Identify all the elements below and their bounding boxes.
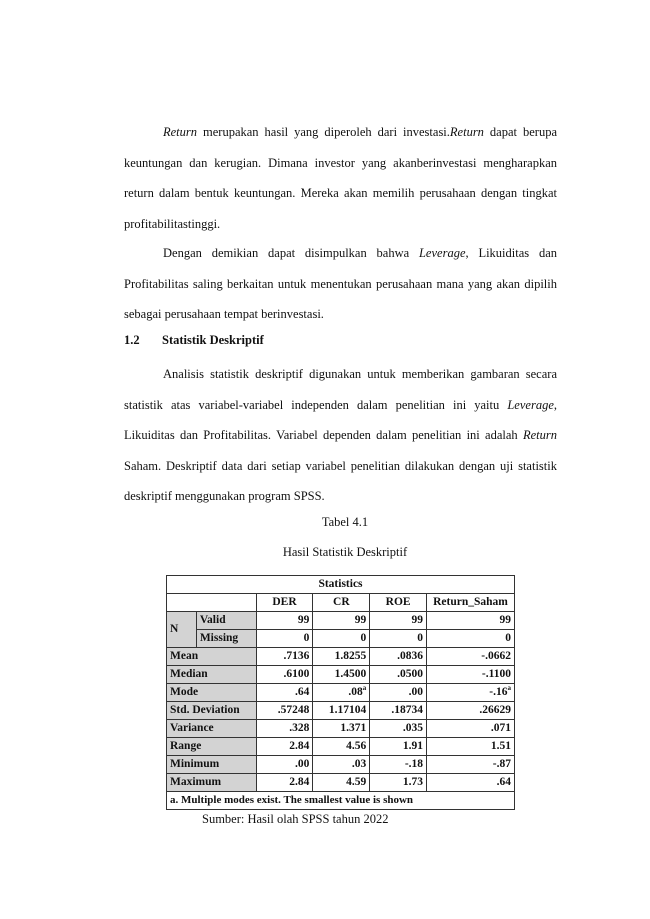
table-cell: .64 bbox=[256, 684, 313, 702]
paragraph-descriptive: Analisis statistik deskriptif digunakan untuk memberikan gambaran secara statistik atas variabel-variabel independen dalam penelitian ini yaitu Leverage, Likuiditas dan Profitabilitas. Variabel dependen dalam penelitian ini adalah Return Saham. Deskriptif data dari setiap variabel penelitian dilakukan dengan uji statistik deskriptif menggunakan program SPSS. bbox=[124, 367, 557, 504]
table-cell: 1.4500 bbox=[313, 666, 370, 684]
table-cell: 4.59 bbox=[313, 774, 370, 792]
table-row bbox=[167, 720, 515, 738]
table-row bbox=[167, 738, 515, 756]
table-cell: 0 bbox=[313, 630, 370, 648]
table-cell: .0836 bbox=[370, 648, 427, 666]
table-cell: 99 bbox=[256, 612, 313, 630]
statistics-table bbox=[166, 575, 515, 810]
row-label-missing: Missing bbox=[196, 630, 256, 648]
table-cell: .18734 bbox=[370, 702, 427, 720]
table-cell: .57248 bbox=[256, 702, 313, 720]
table-cell: .00 bbox=[370, 684, 427, 702]
paragraph-conclusion: Dengan demikian dapat disimpulkan bahwa Leverage, Likuiditas dan Profitabilitas saling berkaitan untuk menentukan perusahaan mana yang akan dipilih sebagai perusahaan tempat berinvestasi. bbox=[124, 246, 557, 322]
table-cell: 4.56 bbox=[313, 738, 370, 756]
table-cell: -.16$^a$ bbox=[427, 684, 515, 702]
table-cell: 2.84 bbox=[256, 738, 313, 756]
table-cell: .6100 bbox=[256, 666, 313, 684]
table-cell: 99 bbox=[427, 612, 515, 630]
table-cell: 1.91 bbox=[370, 738, 427, 756]
column-header: DER bbox=[256, 594, 313, 612]
table-cell: -.0662 bbox=[427, 648, 515, 666]
italic-term: Leverage bbox=[418, 246, 466, 260]
table-row bbox=[167, 666, 515, 684]
table-footnote-row bbox=[167, 792, 515, 810]
table-cell: 0 bbox=[427, 630, 515, 648]
source-note: Sumber: Hasil olah SPSS tahun 2022 bbox=[202, 812, 389, 826]
row-label: Std. Deviation bbox=[167, 702, 257, 720]
row-label: Variance bbox=[167, 720, 257, 738]
table-cell: 1.51 bbox=[427, 738, 515, 756]
table-cell: 0 bbox=[370, 630, 427, 648]
table-row bbox=[167, 648, 515, 666]
italic-term: Leverage bbox=[507, 397, 554, 412]
row-label-n: N bbox=[167, 612, 197, 648]
table-cell: 1.371 bbox=[313, 720, 370, 738]
row-label-valid: Valid bbox=[196, 612, 256, 630]
paragraph-return: Return merupakan hasil yang diperoleh dari investasi.Return dapat berupa keuntungan dan kerugian. Dimana investor yang akanberinvestasi mengharapkan return dalam bentuk keuntungan. Mereka akan memilih perusahaan dengan tingkat profitabilitastinggi. bbox=[124, 125, 557, 231]
row-label: Maximum bbox=[167, 774, 257, 792]
table-cell: .08$^a$ bbox=[313, 684, 370, 702]
column-header: Return_Saham bbox=[427, 594, 515, 612]
italic-term: Return bbox=[163, 125, 198, 139]
table-cell: .0500 bbox=[370, 666, 427, 684]
italic-term: Return bbox=[522, 428, 557, 443]
table-row bbox=[167, 774, 515, 792]
row-label: Range bbox=[167, 738, 257, 756]
column-header: ROE bbox=[370, 594, 427, 612]
table-cell: 99 bbox=[370, 612, 427, 630]
table-cell: .071 bbox=[427, 720, 515, 738]
row-label: Median bbox=[167, 666, 257, 684]
table-row bbox=[167, 630, 515, 648]
table-cell: -.87 bbox=[427, 756, 515, 774]
row-label: Mode bbox=[167, 684, 257, 702]
table-cell: -.18 bbox=[370, 756, 427, 774]
table-cell: -.1100 bbox=[427, 666, 515, 684]
column-header: CR bbox=[313, 594, 370, 612]
italic-term: Return bbox=[449, 125, 484, 139]
table-title: Hasil Statistik Deskriptif bbox=[282, 545, 408, 559]
table-cell: .7136 bbox=[256, 648, 313, 666]
table-cell: .26629 bbox=[427, 702, 515, 720]
row-label: Minimum bbox=[167, 756, 257, 774]
table-cell: .03 bbox=[313, 756, 370, 774]
table-row bbox=[167, 702, 515, 720]
table-cell: 99 bbox=[313, 612, 370, 630]
table-header-row bbox=[167, 594, 515, 612]
footnote-marker: a bbox=[362, 684, 367, 693]
table-footnote: a. Multiple modes exist. The smallest value is shown bbox=[167, 792, 515, 810]
table-row bbox=[167, 612, 515, 630]
table-cell: 2.84 bbox=[256, 774, 313, 792]
table-cell: 1.17104 bbox=[313, 702, 370, 720]
row-label: Mean bbox=[167, 648, 257, 666]
footnote-marker: a bbox=[507, 684, 511, 693]
table-cell: .00 bbox=[256, 756, 313, 774]
section-heading bbox=[124, 333, 264, 348]
table-row bbox=[167, 756, 515, 774]
table-cell: 1.73 bbox=[370, 774, 427, 792]
table-cell: 0 bbox=[256, 630, 313, 648]
table-cell: .64 bbox=[427, 774, 515, 792]
table-title-row bbox=[167, 576, 515, 594]
table-cell: .035 bbox=[370, 720, 427, 738]
section-number: 1.2 bbox=[124, 333, 140, 347]
table-row bbox=[167, 684, 515, 702]
table-cell: 1.8255 bbox=[313, 648, 370, 666]
table-cell: .328 bbox=[256, 720, 313, 738]
table-label: Tabel 4.1 bbox=[321, 515, 369, 529]
table-caption-statistics: Statistics bbox=[167, 576, 515, 594]
section-title: Statistik Deskriptif bbox=[162, 333, 264, 347]
